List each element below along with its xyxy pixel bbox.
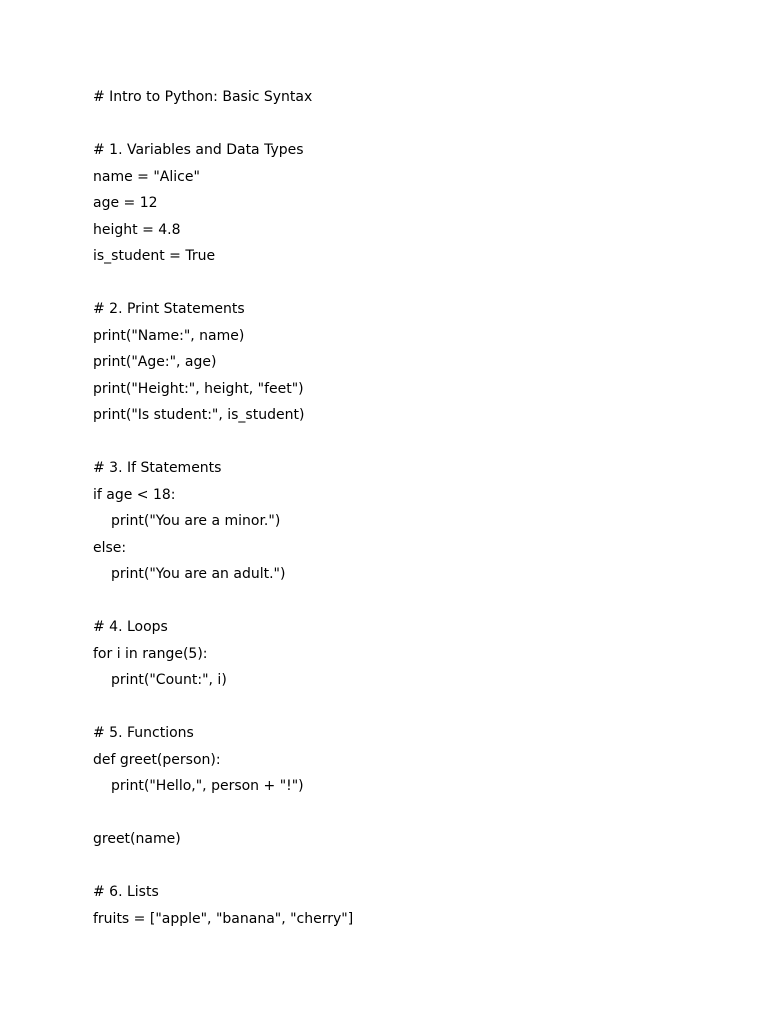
code-line: height = 4.8 bbox=[93, 221, 181, 238]
section-comment-variables: # 1. Variables and Data Types bbox=[93, 142, 304, 158]
code-line: print("Age:", age) bbox=[93, 354, 217, 370]
code-line: print("Is student:", is_student) bbox=[93, 407, 305, 423]
section-comment-functions: # 5. Functions bbox=[93, 725, 194, 741]
section-comment-print: # 2. Print Statements bbox=[93, 301, 245, 317]
document-page bbox=[93, 84, 733, 932]
section-comment-if: # 3. If Statements bbox=[93, 460, 222, 476]
section-comment-loops: # 4. Loops bbox=[93, 619, 168, 635]
blank-line bbox=[93, 853, 733, 880]
code-line: print("Height:", height, "feet") bbox=[93, 380, 304, 397]
code-line-indented: print("You are a minor.") bbox=[111, 513, 281, 529]
code-line: greet(name) bbox=[93, 831, 181, 847]
code-line: if age < 18: bbox=[93, 486, 176, 503]
code-line: print("Name:", name) bbox=[93, 327, 245, 344]
code-line: else: bbox=[93, 539, 127, 556]
code-line-indented: print("Count:", i) bbox=[111, 672, 227, 688]
code-line: name = "Alice" bbox=[93, 168, 200, 185]
section-comment-lists: # 6. Lists bbox=[93, 884, 159, 900]
blank-line bbox=[93, 588, 733, 615]
code-line: def greet(person): bbox=[93, 751, 221, 768]
blank-line bbox=[93, 800, 733, 827]
blank-line bbox=[93, 694, 733, 721]
code-line: for i in range(5): bbox=[93, 645, 208, 662]
blank-line bbox=[93, 111, 733, 138]
code-line: is_student = True bbox=[93, 248, 216, 264]
code-line: age = 12 bbox=[93, 195, 158, 211]
blank-line bbox=[93, 429, 733, 456]
code-line: fruits = ["apple", "banana", "cherry"] bbox=[93, 910, 354, 927]
document-title-comment: # Intro to Python: Basic Syntax bbox=[93, 89, 313, 105]
code-line-indented: print("Hello,", person + "!") bbox=[111, 778, 304, 794]
code-line-indented: print("You are an adult.") bbox=[111, 566, 286, 582]
blank-line bbox=[93, 270, 733, 297]
